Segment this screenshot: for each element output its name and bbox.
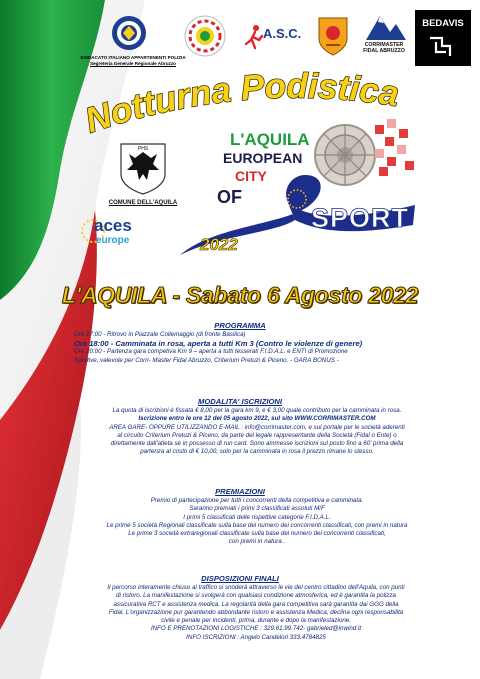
corrimaster-label: CORRIMASTER bbox=[364, 42, 404, 48]
svg-text:PHS: PHS bbox=[137, 146, 149, 152]
siap-logo bbox=[110, 14, 148, 52]
aces-sublabel: europe bbox=[96, 235, 130, 246]
logo-year: 2022 bbox=[200, 235, 238, 254]
disposizioni-line-2: di ristoro. La manifestazione si svolgerà con qualsiasi condizione atmosferica, ed è garantita la polizza bbox=[116, 592, 396, 600]
programma-line-2: Ore 18:00 - Camminata in rosa, aperta a tutti Km 3 (Contro le violenze di genere) bbox=[74, 339, 363, 349]
rose-window-icon bbox=[315, 125, 375, 185]
logo-of: OF bbox=[217, 187, 242, 207]
programma-line-4: Sportive, valevole per Corri- Master Fidal Abruzzo, Criterium Pretuzi & Piceno. - GARA BONUS - bbox=[74, 356, 339, 364]
programma-section bbox=[74, 331, 474, 365]
corrimaster-sublabel: FIDAL ABRUZZO bbox=[363, 48, 405, 55]
disposizioni-line-3: assicurativa RCT e assistenza medica. La regolarità della gara competitiva sarà garantita dai GGG della bbox=[113, 600, 399, 608]
crest-logo bbox=[316, 15, 350, 57]
event-date-banner: L'AQUILA - Sabato 6 Agosto 2022 bbox=[61, 282, 419, 308]
disposizioni-line-6: INFO E PRENOTAZIONI LOGISTICHE : 329.61.99.742- gabrieled@inwind.it bbox=[150, 625, 362, 633]
comune-crest bbox=[117, 140, 169, 196]
bedavis-logo bbox=[415, 10, 471, 66]
union-subtitle: Segreteria Generale Regionale Abruzzo bbox=[90, 61, 176, 67]
iscrizioni-line-5: direttamente dall'atleta se in possesso di run card. Sono ammesse iscrizioni sul posto fino a 60' prima della bbox=[110, 440, 404, 448]
iscrizioni-line-6: partenza al costo di € 10,00, solo per la camminata in rosa il prezzo rimane lo stesso. bbox=[140, 448, 374, 456]
premiazioni-line-6: con premi in natura . bbox=[228, 538, 286, 546]
disposizioni-line-7: INFO ISCRIZIONI : Angelo Candelori 333.4784825 bbox=[186, 633, 326, 641]
logo-european: EUROPEAN bbox=[223, 150, 303, 166]
bedavis-label: BEDAVIS bbox=[422, 18, 464, 29]
iscrizioni-section bbox=[52, 407, 462, 457]
iscrizioni-line-4: al circuito Criterium Pretuzi & Piceno, da parte del legale rappresentante della Società (Fidal o Ente) o bbox=[117, 431, 397, 439]
checker-pattern-icon bbox=[375, 119, 414, 176]
disposizioni-line-1: Il percorso interamente chiuso al traffico si snoderà attraverso le vie del centro cittadino dell'Aquila, con punti bbox=[107, 584, 405, 591]
corrimaster-logo bbox=[360, 12, 408, 60]
logo-city: CITY bbox=[235, 168, 267, 184]
logo-sport: SPORT bbox=[311, 203, 410, 233]
iscrizioni-line-1: La quota di iscrizioni è fissata € 8,00 per la gara km 9, e € 3,00 quale contributo per la camminata in rosa. bbox=[112, 407, 402, 414]
aces-label: aces bbox=[94, 216, 132, 235]
disposizioni-section bbox=[46, 584, 466, 642]
asc-label: A.S.C. bbox=[263, 26, 302, 41]
disposizioni-line-5: civile e penale per incidenti, prima, durante e dopo la manifestazione. bbox=[161, 617, 351, 625]
main-title: Notturna Podistica bbox=[80, 66, 402, 140]
asc-logo bbox=[244, 22, 304, 56]
premiazioni-line-1: Premio di partecipazione per tutti i concorrenti della competitiva e camminata. bbox=[150, 497, 364, 504]
programma-line-3: Ore 20:00 - Partenza gara competiva Km 9 – aperta a tutti tesserati F.I.D.A.L. e ENTI di Promozione bbox=[74, 348, 348, 356]
iscrizioni-line-2: Iscrizione entro le ore 12 del 05 agosto 2022, sul sito WWW.CORRIMASTER.COM bbox=[138, 415, 376, 423]
logo-laquila: L'AQUILA bbox=[230, 130, 310, 149]
iscrizioni-title: MODALITA' ISCRIZIONI bbox=[198, 397, 282, 406]
premiazioni-section bbox=[50, 497, 464, 547]
premiazioni-line-4: Le prime 5 società Regionali classificate sulla base del numero dei concorrenti classificati, con premi in natura bbox=[106, 521, 408, 529]
iscrizioni-line-3: AREA GARE- OPPURE UTILIZZANDO E-MAIL : info@corrimaster.com, e sul portale per le società aderenti bbox=[109, 423, 405, 431]
premiazioni-title: PREMIAZIONI bbox=[215, 487, 265, 496]
comune-label: COMUNE DELL'AQUILA bbox=[108, 200, 178, 206]
premiazioni-line-5: Le prime 3 società extraregionali classificate sulla base del numero dei concorrenti classificati, bbox=[128, 530, 386, 538]
european-city-of-sport-logo bbox=[175, 115, 420, 265]
programma-title: PROGRAMMA bbox=[214, 321, 266, 330]
disposizioni-line-4: Fidal. L'organizzazione pur garantendo abbondante ristoro e assistenza Medica, declina ogni responsabilità bbox=[108, 608, 404, 616]
premiazioni-line-3: I primi 5 classificati delle rispettive categorie F.I.D.A.L. bbox=[183, 513, 331, 521]
premiazioni-line-2: Saranno premiati i primi 3 classificati assoluti M/F bbox=[189, 505, 325, 513]
criterium-logo bbox=[183, 14, 227, 58]
disposizioni-title: DISPOSIZIONI FINALI bbox=[201, 574, 279, 583]
eu-stars-icon bbox=[288, 190, 306, 208]
programma-line-1: Ore 17:00 - Ritrovo in Piazzale Collemaggio (di fronte Basilica) bbox=[74, 331, 246, 338]
aces-logo bbox=[80, 212, 150, 258]
union-name: SINDACATO ITALIANO APPARTENENTI POLIZIA bbox=[80, 55, 186, 60]
